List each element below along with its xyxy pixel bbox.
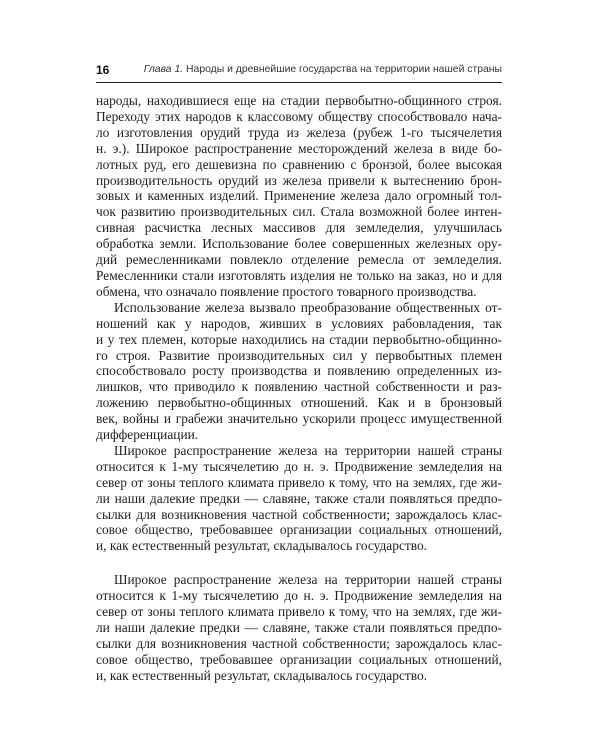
paragraph-2: [96, 300, 502, 443]
text-line: зовых и каменных изделий. Применение железа дало огромный тол-: [96, 188, 502, 204]
text-line: обмена, что означало появление простого товарного производства.: [96, 283, 477, 299]
text-line: относится к 1-му тысячелетию до н. э. Продвижение земледелия на: [96, 588, 502, 604]
text-line: чок развитию производительных сил. Стала возможной более интен-: [96, 204, 502, 220]
text-line: народы, находившиеся еще на стадии первобытно-общинного строя.: [96, 93, 502, 108]
text-line: и у тех племен, которые находились на стадии первобытно-общинно-: [96, 331, 502, 347]
text-line: производительность орудий из железа привели к вытеснению брон-: [96, 172, 502, 188]
text-line: север от зоны теплого климата привело к тому, что на землях, где жи-: [96, 604, 502, 620]
text-line: Широкое распространение железа на территории нашей страны: [114, 442, 502, 458]
text-line: Ремесленники стали изготовлять изделия не только на заказ, но и для: [96, 267, 502, 283]
chapter-label: Глава 1.: [143, 64, 184, 75]
text-line: дифференциации.: [96, 427, 199, 443]
running-title: [144, 64, 502, 75]
text-line: ло изготовления орудий труда из железа (рубеж 1-го тысячелетия: [96, 124, 502, 140]
text-line: относится к 1-му тысячелетию до н. э. Продвижение земледелия на: [96, 458, 502, 474]
text-line: сылки для возникновения частной собственности; зарождалось клас-: [96, 635, 502, 651]
text-line: ли наши далекие предки — славяне, также стали появляться предпо-: [96, 490, 502, 506]
text-line: лотных руд, его дешевизна по сравнению с бронзой, более высокая: [96, 156, 502, 172]
text-line: ношений как у народов, живших в условиях рабовладения, так: [96, 315, 502, 331]
text-line: лишков, что приводило к появлению частной собственности и раз-: [96, 379, 502, 395]
text-line: н. э.). Широкое распространение месторождений железа в виде бо-: [96, 140, 502, 156]
text-line: способствовало росту производства и появлению определенных из-: [96, 363, 502, 379]
text-line: ли наши далекие предки — славяне, также стали появляться предпо-: [96, 620, 502, 635]
text-line: Широкое распространение железа на территории нашей страны: [114, 572, 502, 588]
paragraph-4: [96, 572, 502, 683]
running-header: [96, 60, 502, 83]
text-line: и, как естественный результат, складывалось государство.: [96, 538, 428, 554]
text-line: дий ремесленниками повлекло отделение ремесла от земледелия.: [96, 252, 502, 268]
paragraph-1: [96, 93, 502, 300]
text-line: совое общество, требовавшее организации социальных отношений,: [96, 522, 502, 538]
page-number: 16: [96, 63, 110, 77]
chapter-title: Народы и древнейшие государства на территории нашей страны: [186, 64, 502, 75]
text-line: север от зоны теплого климата привело к тому, что на землях, где жи-: [96, 474, 502, 490]
text-line: совое общество, требовавшее организации социальных отношений,: [96, 651, 502, 667]
text-line: Переходу этих народов к классовому обществу способствовало нача-: [96, 108, 502, 124]
text-line: сылки для возникновения частной собственности; зарождалось клас-: [96, 506, 502, 522]
text-line: век, войны и грабежи значительно ускорили процесс имущественной: [96, 411, 502, 427]
text-line: сивная расчистка лесных массивов для земледелия, улучшилась: [96, 220, 502, 236]
text-line: Использование железа вызвало преобразование общественных от-: [114, 299, 502, 315]
text-line: обработка земли. Использование более совершенных железных ору-: [96, 236, 502, 252]
text-line: го строя. Развитие производительных сил у первобытных племен: [96, 347, 502, 363]
paragraph-3: [96, 443, 502, 554]
text-line: и, как естественный результат, складывалось государство.: [96, 667, 428, 683]
text-line: ложению первобытно-общинных отношений. Как и в бронзовый: [96, 395, 502, 411]
body-text: [96, 93, 502, 684]
